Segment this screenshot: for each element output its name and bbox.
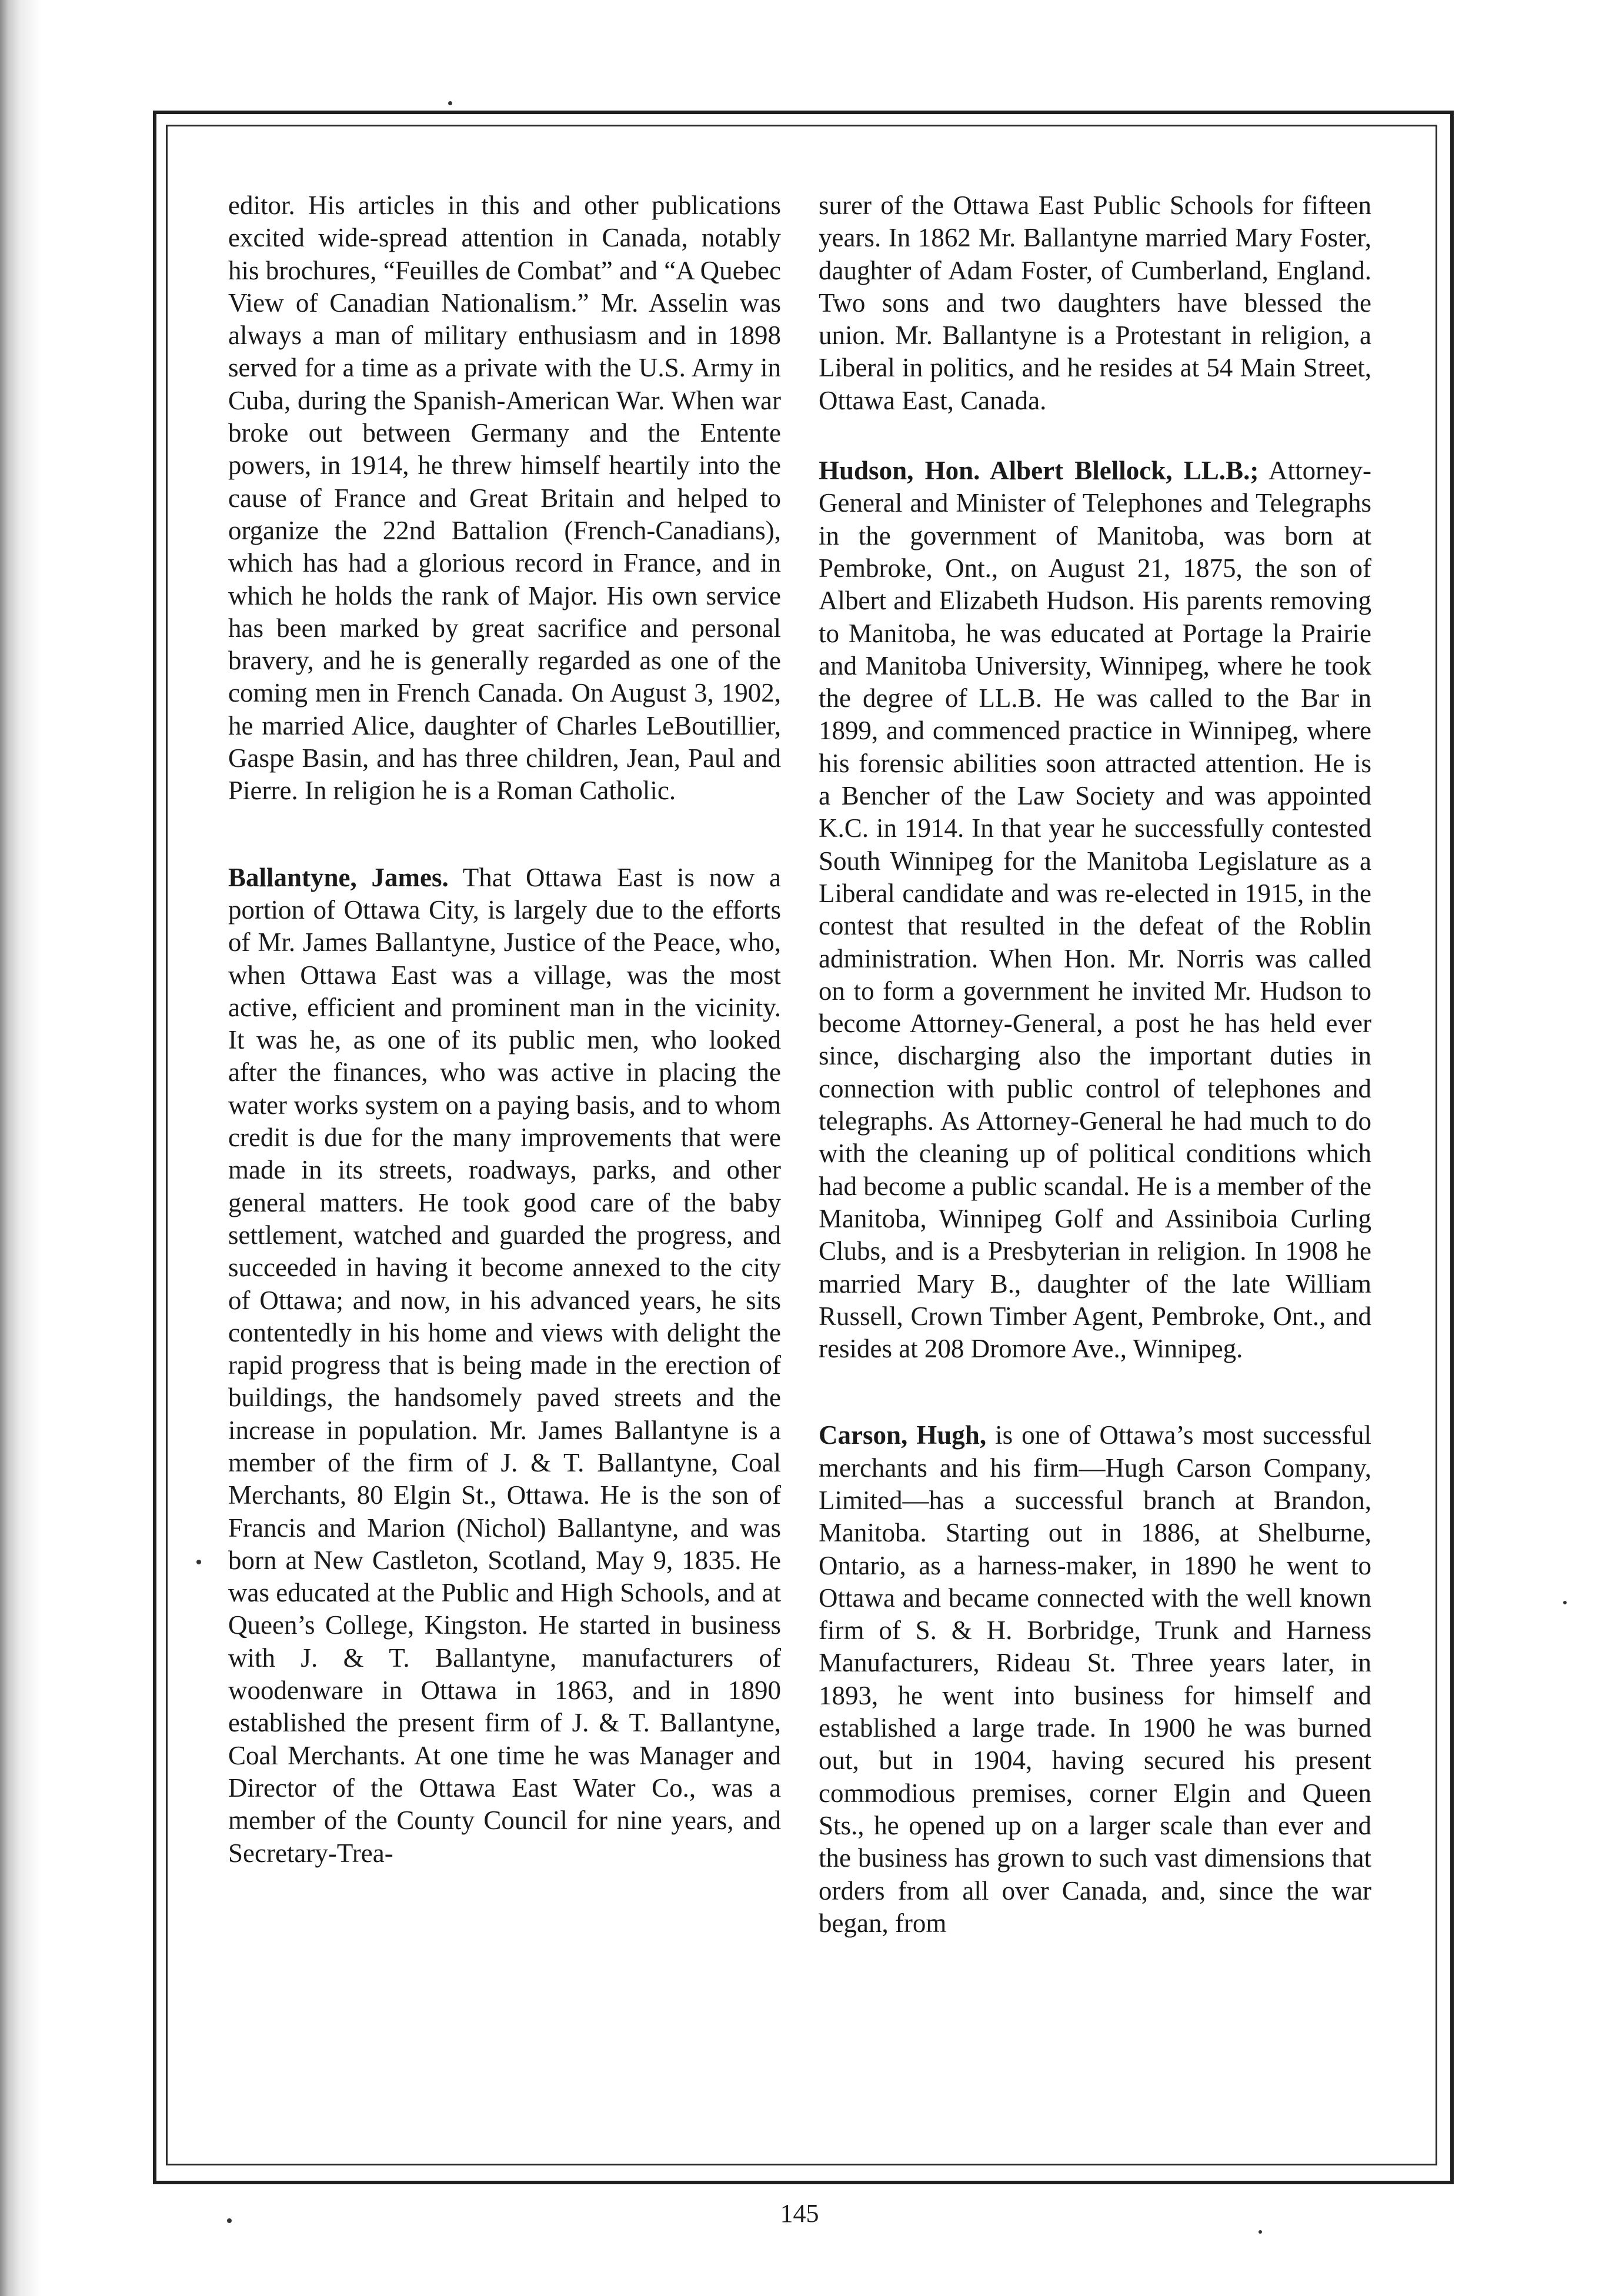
scan-speck bbox=[227, 2218, 232, 2223]
page-number: 145 bbox=[780, 2199, 819, 2228]
entry-separator bbox=[228, 807, 781, 862]
entry-text: surer of the Ottawa East Public Schools for fifteen years. In 1862 Mr. Ballantyne married Mary Foster, daughter of Adam Foster, of Cumberland, England. Two sons and two daughters have blessed the union. Mr. Ballantyne is a Protestant in religion, a Liberal in politics, and he resides at 54 Main Street, Ottawa East, Canada. bbox=[819, 191, 1371, 415]
entry-ballantyne bbox=[228, 862, 781, 1870]
entry-asselin-continued bbox=[228, 189, 781, 807]
left-column bbox=[228, 189, 781, 1870]
entry-name: Hudson, Hon. Albert Blellock, LL.B.; bbox=[819, 456, 1259, 486]
scan-speck bbox=[1258, 2230, 1262, 2234]
scan-speck bbox=[196, 1560, 201, 1564]
entry-carson bbox=[819, 1419, 1371, 1940]
scan-speck bbox=[448, 101, 452, 105]
scan-edge-shadow bbox=[0, 0, 41, 2296]
entry-name: Carson, Hugh, bbox=[819, 1420, 987, 1450]
entry-text: That Ottawa East is now a portion of Ottawa City, is largely due to the efforts of Mr. James Ballantyne, Justice of the Peace, who, when Ottawa East was a village, was the most active, efficient and prominent man in the vicinity. It was he, as one of its public men, who looked after the finances, who was active in placing the water works system on a paying basis, and to whom credit is due for the many improvements that were made in its streets, roadways, parks, and other general matters. He took good care of the baby settlement, watched and guarded the progress, and succeeded in having it become annexed to the city of Ottawa; and now, in his advanced years, he sits contentedly in his home and views with delight the rapid progress that is being made in the erection of buildings, the handsomely paved streets and the increase in population. Mr. James Ballantyne is a member of the firm of J. & T. Ballantyne, Coal Merchants, 80 Elgin St., Ottawa. He is the son of Francis and Marion (Nichol) Ballantyne, and was born at New Castleton, Scotland, May 9, 1835. He was educated at the Public and High Schools, and at Queen’s College, Kingston. He started in business with J. & T. Ballantyne, manufacturers of woodenware in Ottawa in 1863, and in 1890 established the present firm of J. & T. Ballantyne, Coal Merchants. At one time he was Manager and Director of the Ottawa East Water Co., was a member of the County Council for nine years, and Secretary-Trea- bbox=[228, 862, 781, 1868]
entry-text: editor. His articles in this and other publications excited wide-spread attention in Canada, notably his brochures, “Feuilles de Combat” and “A Quebec View of Canadian Nationalism.” Mr. Asselin was always a man of military enthusiasm and in 1898 served for a time as a private with the U.S. Army in Cuba, during the Spanish-American War. When war broke out between Germany and the Entente powers, in 1914, he threw himself heartily into the cause of France and Great Britain and helped to organize the 22nd Battalion (French-Canadians), which has had a glorious record in France, and in which he holds the rank of Major. His own service has been marked by great sacrifice and personal bravery, and he is generally regarded as one of the coming men in French Canada. On August 3, 1902, he married Alice, daughter of Charles LeBoutillier, Gaspe Basin, and has three children, Jean, Paul and Pierre. In religion he is a Roman Catholic. bbox=[228, 191, 781, 806]
entry-separator bbox=[819, 1365, 1371, 1419]
entry-text: Attorney-General and Minister of Telephones and Telegraphs in the government of Manitoba, was born at Pembroke, Ont., on August 21, 1875, the son of Albert and Elizabeth Hudson. His parents removing to Manitoba, he was educated at Portage la Prairie and Manitoba University, Winnipeg, where he took the degree of LL.B. He was called to the Bar in 1899, and commenced practice in Winnipeg, where his forensic abilities soon attracted attention. He is a Bencher of the Law Society and was appointed K.C. in 1914. In that year he successfully contested South Winnipeg for the Manitoba Legislature as a Liberal candidate and was re-elected in 1915, in the contest that resulted in the defeat of the Roblin administration. When Hon. Mr. Norris was called on to form a government he invited Mr. Hudson to become Attorney-General, a post he has held ever since, discharging also the important duties in connection with public control of telephones and telegraphs. As Attorney-General he had much to do with the cleaning up of political conditions which had become a public scandal. He is a member of the Manitoba, Winnipeg Golf and Assiniboia Curling Clubs, and is a Presbyterian in religion. In 1908 he married Mary B., daughter of the late William Russell, Crown Timber Agent, Pembroke, Ont., and resides at 208 Dromore Ave., Winnipeg. bbox=[819, 456, 1372, 1364]
right-column bbox=[819, 189, 1371, 1940]
entry-name: Ballantyne, James. bbox=[228, 862, 449, 892]
entry-separator bbox=[819, 417, 1371, 455]
scan-speck bbox=[1563, 1601, 1567, 1604]
entry-text: is one of Ottawa’s most successful merchants and his firm—Hugh Carson Company, Limited—has a successful branch at Brandon, Manitoba. Starting out in 1886, at Shelburne, Ontario, as a harness-maker, in 1890 he went to Ottawa and became connected with the well known firm of S. & H. Borbridge, Trunk and Harness Manufacturers, Rideau St. Three years later, in 1893, he went into business for himself and established a large trade. In 1900 he was burned out, but in 1904, having secured his present commodious premises, corner Elgin and Queen Sts., he opened up on a larger scale than ever and the business has grown to such vast dimensions that orders from all over Canada, and, since the war began, from bbox=[819, 1420, 1371, 1938]
entry-hudson bbox=[819, 455, 1371, 1365]
entry-ballantyne-continued bbox=[819, 189, 1371, 417]
